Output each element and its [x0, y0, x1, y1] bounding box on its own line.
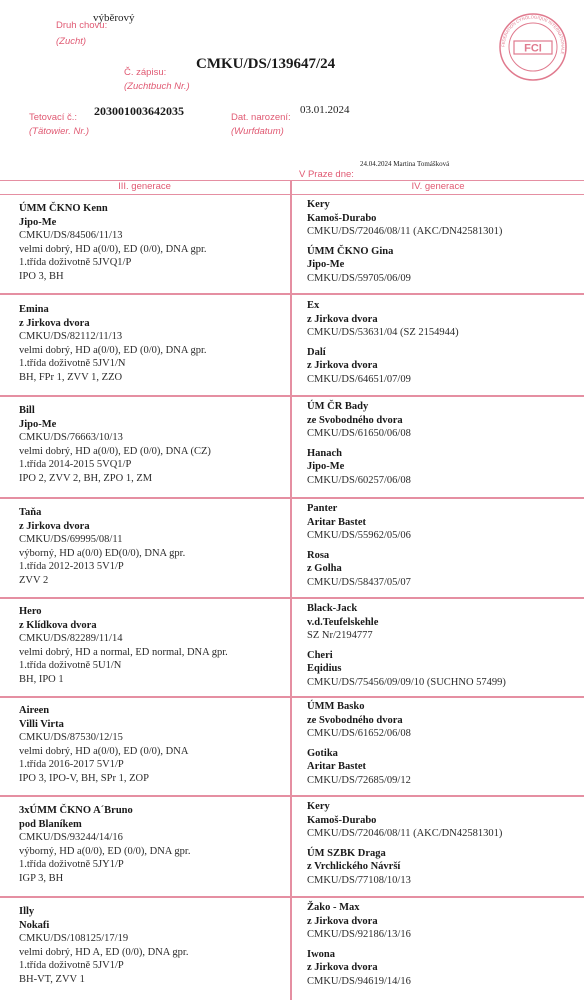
studbook-label: Č. zápisu:: [124, 67, 167, 78]
dog-health: velmi dobrý, HD a(0/0), ED (0/0), DNA gpr.: [19, 243, 207, 255]
dog-name: Aireen: [19, 705, 50, 716]
dog-health: velmi dobrý, HD a normal, ED normal, DNA gpr.: [19, 646, 228, 658]
sire-kennel: Aritar Bastet: [307, 516, 366, 528]
dog-registration: CMKU/DS/84506/11/13: [19, 230, 123, 242]
sire-registration: CMKU/DS/53631/04 (SZ 2154944): [307, 327, 459, 339]
row-divider: [0, 696, 584, 698]
dog-health: velmi dobrý, HD a(0/0), ED (0/0), DNA (CZ): [19, 445, 211, 457]
dog-breeding-class: 1.třída doživotně 5JVQ1/P: [19, 257, 132, 269]
gen4-pair-2: [307, 299, 459, 387]
dog-breeding-class: 1.třída doživotně 5JY1/P: [19, 859, 124, 871]
column-header-gen4: IV. generace: [411, 181, 465, 192]
birth-date: 03.01.2024: [300, 104, 350, 116]
birth-label: Dat. narození:: [231, 112, 291, 123]
breed-value: výběrový: [93, 12, 135, 24]
row-divider: [0, 293, 584, 295]
dam-kennel: Eqidius: [307, 663, 342, 675]
sire-name: Ex: [307, 300, 320, 311]
sire-name: Kery: [307, 801, 330, 812]
gen3-dog-7: [19, 804, 190, 886]
gen3-dog-2: [19, 303, 207, 385]
dam-name: Iwona: [307, 948, 336, 960]
signature-line: 24.04.2024 Martina Tomášková: [360, 160, 450, 168]
gen4-pair-1: [307, 198, 502, 286]
dog-health: velmi dobrý, HD a(0/0), ED (0/0), DNA gpr.: [19, 344, 207, 356]
fci-logo: [498, 12, 568, 82]
dam-kennel: Jipo-Me: [307, 259, 345, 271]
sire-name: ÚM ČR Bady: [307, 401, 369, 412]
studbook-label-de: (Zuchtbuch Nr.): [124, 81, 190, 92]
row-divider: [0, 795, 584, 797]
sire-kennel: z Jirkova dvora: [307, 915, 378, 927]
gen3-dog-4: [19, 506, 185, 588]
dam-registration: CMKU/DS/77108/10/13: [307, 874, 411, 886]
gen4-pair-6: [307, 700, 411, 788]
dog-name: 3xÚMM ČKNO A´Bruno: [19, 805, 133, 816]
sire-registration: CMKU/DS/61650/06/08: [307, 428, 411, 440]
dog-registration: CMKU/DS/76663/10/13: [19, 432, 123, 444]
dog-registration: CMKU/DS/69995/08/11: [19, 534, 123, 546]
dog-kennel: z Klídkova dvora: [19, 619, 97, 631]
dam-registration: CMKU/DS/59705/06/09: [307, 272, 411, 284]
dog-health: velmi dobrý, HD A, ED (0/0), DNA gpr.: [19, 946, 189, 958]
sire-registration: CMKU/DS/72046/08/11 (AKC/DN42581301): [307, 828, 503, 840]
dog-name: Taňa: [19, 507, 42, 518]
dog-name: ÚMM ČKNO Kenn: [19, 203, 108, 214]
column-header-gen3: III. generace: [118, 181, 171, 192]
dam-name: ÚM SZBK Draga: [307, 847, 386, 859]
studbook-number: CMKU/DS/139647/24: [196, 56, 336, 72]
dam-name: Rosa: [307, 549, 330, 561]
dog-name: Hero: [19, 606, 42, 617]
dog-kennel: Jipo-Me: [19, 418, 57, 430]
dog-exams: IPO 3, IPO-V, BH, SPr 1, ZOP: [19, 772, 149, 784]
tattoo-number: 203001003642035: [94, 104, 184, 118]
dog-registration: CMKU/DS/108125/17/19: [19, 933, 129, 945]
dog-health: výborný, HD a(0/0) ED(0/0), DNA gpr.: [19, 547, 186, 559]
gen3-dog-3: [19, 404, 211, 486]
sire-kennel: v.d.Teufelskehle: [307, 616, 379, 628]
birth-label-de: (Wurfdatum): [231, 126, 284, 137]
row-divider: [0, 395, 584, 397]
sire-kennel: ze Svobodného dvora: [307, 714, 403, 726]
dog-kennel: z Jirkova dvora: [19, 520, 90, 532]
sire-kennel: ze Svobodného dvora: [307, 414, 403, 426]
sire-kennel: Kamoš-Durabo: [307, 212, 377, 224]
dam-name: Hanach: [307, 447, 343, 459]
dog-health: velmi dobrý, HD a(0/0), ED (0/0), DNA: [19, 745, 189, 757]
dog-exams: IPO 2, ZVV 2, BH, ZPO 1, ZM: [19, 472, 153, 484]
dam-kennel: Aritar Bastet: [307, 761, 366, 773]
dog-kennel: z Jirkova dvora: [19, 317, 90, 329]
dog-breeding-class: 1.třída 2014-2015 5VQ1/P: [19, 459, 132, 471]
fci-logo-ring-text: FEDERATION CYNOLOGIQUE INTERNATIONALE: [500, 14, 566, 55]
row-divider: [0, 597, 584, 599]
dog-breeding-class: 1.třída doživotně 5JV1/P: [19, 960, 124, 972]
column-divider: [290, 180, 292, 1000]
dog-exams: BH-VT, ZVV 1: [19, 973, 85, 985]
dog-name: Illy: [19, 906, 35, 917]
dog-kennel: Jipo-Me: [19, 216, 57, 228]
fci-logo-text: FCI: [524, 42, 542, 55]
breed-label: Druh chovu:: [56, 20, 108, 31]
dog-breeding-class: 1.třída 2012-2013 5V1/P: [19, 561, 124, 573]
dog-exams: IPO 3, BH: [19, 270, 64, 282]
dam-kennel: z Golha: [307, 563, 342, 575]
gen3-dog-6: [19, 704, 188, 786]
dog-breeding-class: 1.třída doživotně 5U1/N: [19, 660, 122, 672]
sire-registration: SZ Nr/2194777: [307, 630, 373, 642]
dam-registration: CMKU/DS/58437/05/07: [307, 576, 411, 588]
dog-breeding-class: 1.třída doživotně 5JV1/N: [19, 358, 126, 370]
sire-kennel: Kamoš-Durabo: [307, 814, 377, 826]
dog-exams: ZVV 2: [19, 574, 49, 586]
gen4-pair-4: [307, 502, 411, 590]
gen3-dog-8: [19, 905, 188, 987]
dog-breeding-class: 1.třída 2016-2017 5V1/P: [19, 759, 124, 771]
sire-name: Black-Jack: [307, 603, 358, 614]
gen4-pair-7: [307, 800, 502, 888]
gen4-pair-5: [307, 602, 506, 690]
dam-name: ÚMM ČKNO Gina: [307, 245, 394, 257]
dam-registration: CMKU/DS/72685/09/12: [307, 774, 411, 786]
dam-kennel: z Jirkova dvora: [307, 962, 378, 974]
dog-health: výborný, HD a(0/0), ED (0/0), DNA gpr.: [19, 845, 191, 857]
dam-registration: CMKU/DS/64651/07/09: [307, 373, 411, 385]
sire-registration: CMKU/DS/61652/06/08: [307, 728, 411, 740]
dog-exams: BH, FPr 1, ZVV 1, ZZO: [19, 371, 123, 383]
dog-name: Bill: [19, 405, 35, 416]
dog-registration: CMKU/DS/87530/12/15: [19, 732, 123, 744]
breed-label-de: (Zucht): [56, 36, 87, 47]
dog-kennel: Nokafi: [19, 919, 50, 931]
sire-registration: CMKU/DS/72046/08/11 (AKC/DN42581301): [307, 226, 503, 238]
sire-kennel: z Jirkova dvora: [307, 313, 378, 325]
dog-registration: CMKU/DS/82112/11/13: [19, 331, 123, 343]
dam-kennel: z Vrchlického Návrší: [307, 861, 401, 873]
gen3-dog-5: [19, 605, 228, 687]
tattoo-label: Tetovací č.:: [29, 112, 78, 123]
dog-kennel: Villi Virta: [19, 718, 64, 730]
dog-exams: IGP 3, BH: [19, 872, 64, 884]
dog-exams: BH, IPO 1: [19, 673, 64, 685]
gen3-dog-1: [19, 202, 207, 284]
sire-name: Panter: [307, 503, 338, 514]
dam-name: Dalí: [307, 346, 326, 358]
dam-registration: CMKU/DS/75456/09/09/10 (SUCHNO 57499): [307, 676, 506, 688]
sire-name: ÚMM Basko: [307, 701, 365, 712]
dam-name: Gotika: [307, 747, 338, 759]
row-divider: [0, 896, 584, 898]
sire-name: Kery: [307, 199, 330, 210]
gen4-pair-8: [307, 901, 411, 989]
dam-registration: CMKU/DS/94619/14/16: [307, 975, 411, 987]
row-divider: [0, 497, 584, 499]
dam-registration: CMKU/DS/60257/06/08: [307, 474, 411, 486]
sire-registration: CMKU/DS/92186/13/16: [307, 929, 411, 941]
place-label: V Praze dne:: [299, 169, 354, 180]
dog-kennel: pod Blaníkem: [19, 818, 82, 830]
sire-name: Žako - Max: [307, 902, 360, 913]
sire-registration: CMKU/DS/55962/05/06: [307, 530, 411, 542]
dog-registration: CMKU/DS/82289/11/14: [19, 633, 123, 645]
dam-name: Cheri: [307, 649, 333, 661]
dam-kennel: Jipo-Me: [307, 461, 345, 473]
dam-kennel: z Jirkova dvora: [307, 360, 378, 372]
dog-registration: CMKU/DS/93244/14/16: [19, 832, 123, 844]
dog-name: Emina: [19, 304, 49, 315]
tattoo-label-de: (Tätowier. Nr.): [29, 126, 89, 137]
gen4-pair-3: [307, 400, 411, 488]
